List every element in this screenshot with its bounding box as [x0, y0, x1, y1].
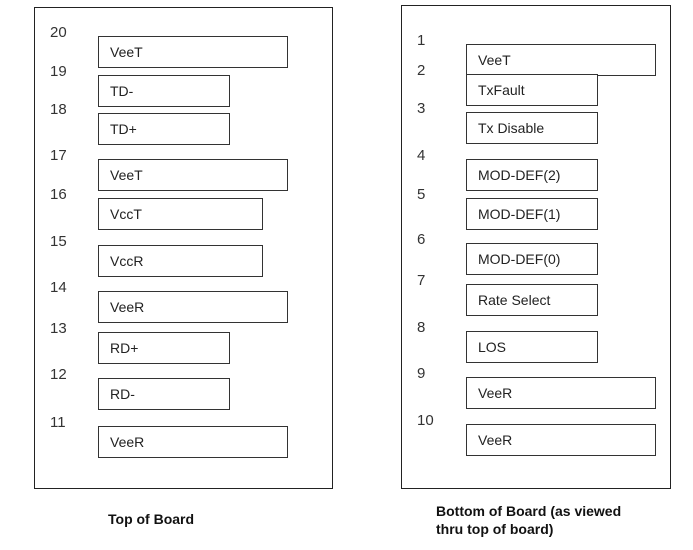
pin-number: 6 — [417, 231, 426, 248]
pin-number: 11 — [50, 414, 66, 431]
pin-signal-box: MOD-DEF(0) — [466, 243, 598, 275]
pin-number: 9 — [417, 365, 426, 382]
pin-number: 4 — [417, 147, 426, 164]
pin-number: 17 — [50, 147, 67, 164]
pin-signal-box: TxFault — [466, 74, 598, 106]
pin-signal-box: MOD-DEF(2) — [466, 159, 598, 191]
pin-number: 20 — [50, 24, 67, 41]
pin-signal-box: LOS — [466, 331, 598, 363]
pin-signal-box: VeeT — [98, 36, 288, 68]
pin-number: 5 — [417, 186, 426, 203]
pin-number: 1 — [417, 32, 426, 49]
pin-number: 19 — [50, 63, 67, 80]
bottom-caption-line-2: thru top of board) — [436, 521, 554, 537]
pin-signal-box: MOD-DEF(1) — [466, 198, 598, 230]
pin-number: 18 — [50, 101, 67, 118]
pin-signal-box: Rate Select — [466, 284, 598, 316]
pin-number: 12 — [50, 366, 67, 383]
pin-signal-box: VeeR — [466, 377, 656, 409]
pin-signal-box: VccR — [98, 245, 263, 277]
pin-number: 7 — [417, 272, 426, 289]
pin-signal-box: Tx Disable — [466, 112, 598, 144]
pin-number: 14 — [50, 279, 67, 296]
bottom-of-board-caption — [436, 502, 676, 538]
pin-number: 16 — [50, 186, 67, 203]
pin-signal-box: TD- — [98, 75, 230, 107]
pin-signal-box: VeeT — [98, 159, 288, 191]
pin-signal-box: VeeR — [98, 291, 288, 323]
pin-signal-box: RD+ — [98, 332, 230, 364]
pin-number: 15 — [50, 233, 67, 250]
bottom-caption-line-1: Bottom of Board (as viewed — [436, 503, 622, 519]
top-of-board-caption: Top of Board — [108, 511, 195, 527]
pin-signal-box: VeeR — [98, 426, 288, 458]
pin-number: 3 — [417, 100, 426, 117]
pin-signal-box: VccT — [98, 198, 263, 230]
pin-signal-box: VeeT — [466, 44, 656, 76]
pin-number: 10 — [417, 412, 434, 429]
pin-number: 2 — [417, 62, 426, 79]
pin-number: 8 — [417, 319, 426, 336]
pin-signal-box: VeeR — [466, 424, 656, 456]
pin-signal-box: RD- — [98, 378, 230, 410]
pin-signal-box: TD+ — [98, 113, 230, 145]
pin-number: 13 — [50, 320, 67, 337]
